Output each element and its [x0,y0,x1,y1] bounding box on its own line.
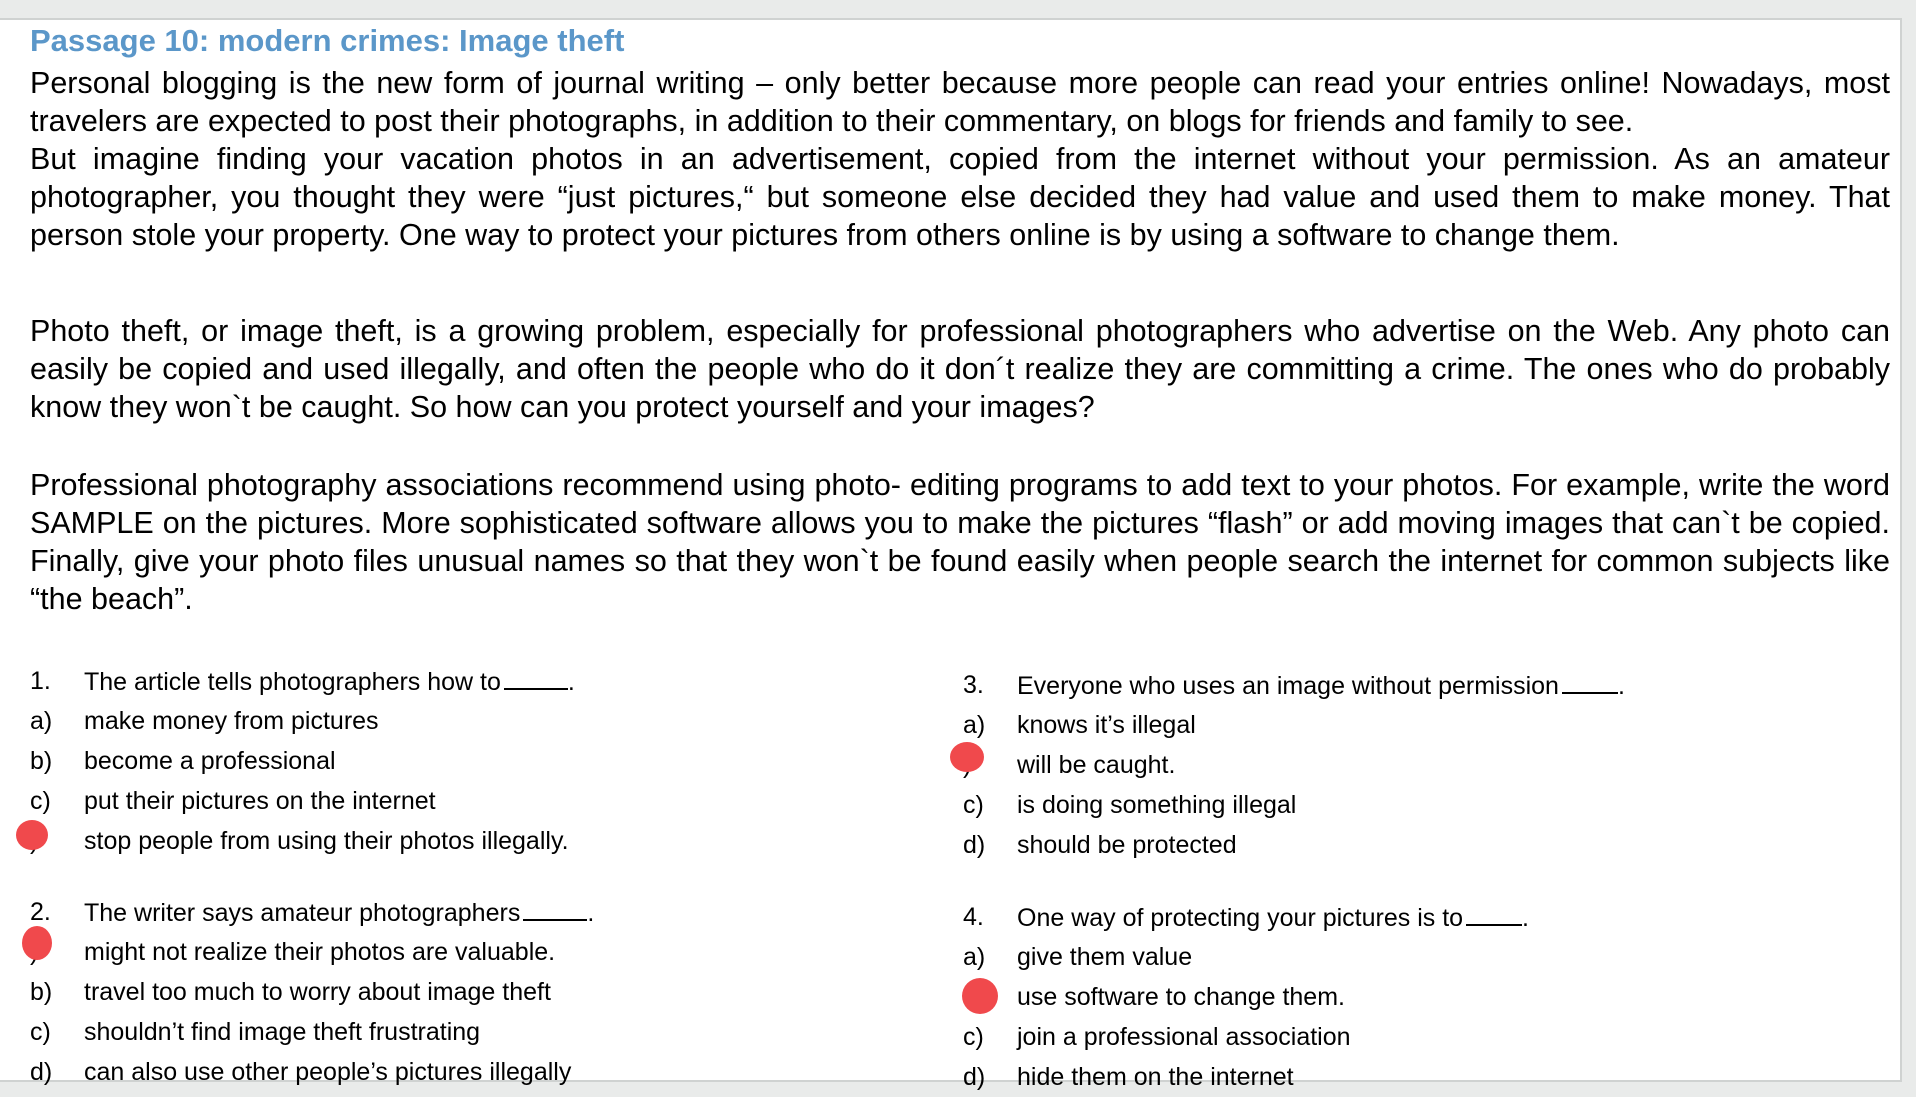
passage-block-middle [30,312,1890,426]
option-letter: c) [963,1023,984,1051]
question-text-wrap [84,661,575,702]
answer-mark-q3 [950,742,984,772]
passage-paragraph-4: Professional photography associations recommend using photo- editing programs to add text to your photos. For example, write the word SAMPLE on the pictures. More sophisticated software allows you to make the pictures “flash” or add moving images that can`t be copied. Finally, give your photo files unusual names so that they won`t be found easily when people search the internet for common subjects like “the beach”. [30,468,1890,616]
option-text: become a professional [84,747,336,775]
answer-blank [1466,897,1522,926]
passage-paragraph-2: But imagine finding your vacation photos in an advertisement, copied from the internet without your permission. As an amateur photographer, you thought they were “just pictures,“ but someone else decided they had value and used them to make money. That person stole your property. One way to protect your pictures from others online is by using a software to change them. [30,142,1890,252]
option-text: travel too much to worry about image theft [84,978,551,1006]
question-text: One way of protecting your pictures is to [1017,904,1464,932]
option-letter: c) [963,791,984,819]
option-text: can also use other people’s pictures illegally [84,1058,572,1086]
question-text: Everyone who uses an image without permission [1017,672,1559,700]
answer-blank [523,892,587,921]
option-text: put their pictures on the internet [84,787,436,815]
question-end: . [1617,672,1625,700]
question-number: 3. [963,671,984,699]
option-letter: b) [30,747,53,775]
option-letter: a) [963,943,986,971]
option-letter: d) [963,831,986,859]
question-text: The article tells photographers how to [84,668,501,696]
option-text: will be caught. [1017,751,1176,779]
option-text: join a professional association [1017,1023,1351,1051]
question-text: The writer says amateur photographers [84,899,521,927]
option-text: might not realize their photos are valuable. [84,938,556,966]
option-text: make money from pictures [84,707,379,735]
option-text: use software to change them. [1017,983,1345,1011]
answer-mark-q1 [16,820,48,850]
slide [0,18,1902,1091]
option-letter: d) [963,1063,986,1091]
option-text: give them value [1017,943,1193,971]
option-letter: c) [30,1018,51,1046]
option-text: is doing something illegal [1017,791,1297,819]
passage-paragraph-3: Photo theft, or image theft, is a growing problem, especially for professional photographers who advertise on the Web. Any photo can easily be copied and used illegally, and often the people who do it don´t realize they are committing a crime. The ones who do probably know they won`t be caught. So how can you protect yourself and your images? [30,314,1890,424]
question-text-wrap [1017,897,1529,938]
question-end: . [567,668,575,696]
answer-blank [1562,665,1618,694]
option-text: should be protected [1017,831,1237,859]
question-end: . [1522,904,1529,932]
option-letter: a) [963,711,986,739]
question-text-wrap [1017,665,1625,706]
option-text: knows it’s illegal [1017,711,1196,739]
option-text: hide them on the internet [1017,1063,1294,1091]
option-text: stop people from using their photos illegally. [84,827,569,855]
question-number: 2. [30,898,51,926]
option-text: shouldn’t find image theft frustrating [84,1018,481,1046]
answer-blank [504,661,568,690]
option-letter: c) [30,787,51,815]
passage-paragraph-1: Personal blogging is the new form of journal writing – only better because more people can read your entries online! Nowadays, most travelers are expected to post their photographs, in addition to their commentary, on blogs for friends and family to see. [30,66,1890,138]
option-letter: d) [30,1058,53,1086]
question-number: 1. [30,667,51,695]
option-letter: a) [30,707,53,735]
question-number: 4. [963,903,984,931]
option-letter: b) [30,978,53,1006]
question-end: . [587,899,595,927]
passage-title: Passage 10: modern crimes: Image theft [30,23,625,58]
question-text-wrap [84,892,594,933]
answer-mark-q4 [962,978,998,1014]
passage-block-intro [30,64,1890,254]
answer-mark-q2 [22,926,52,960]
passage-block-end [30,466,1890,618]
